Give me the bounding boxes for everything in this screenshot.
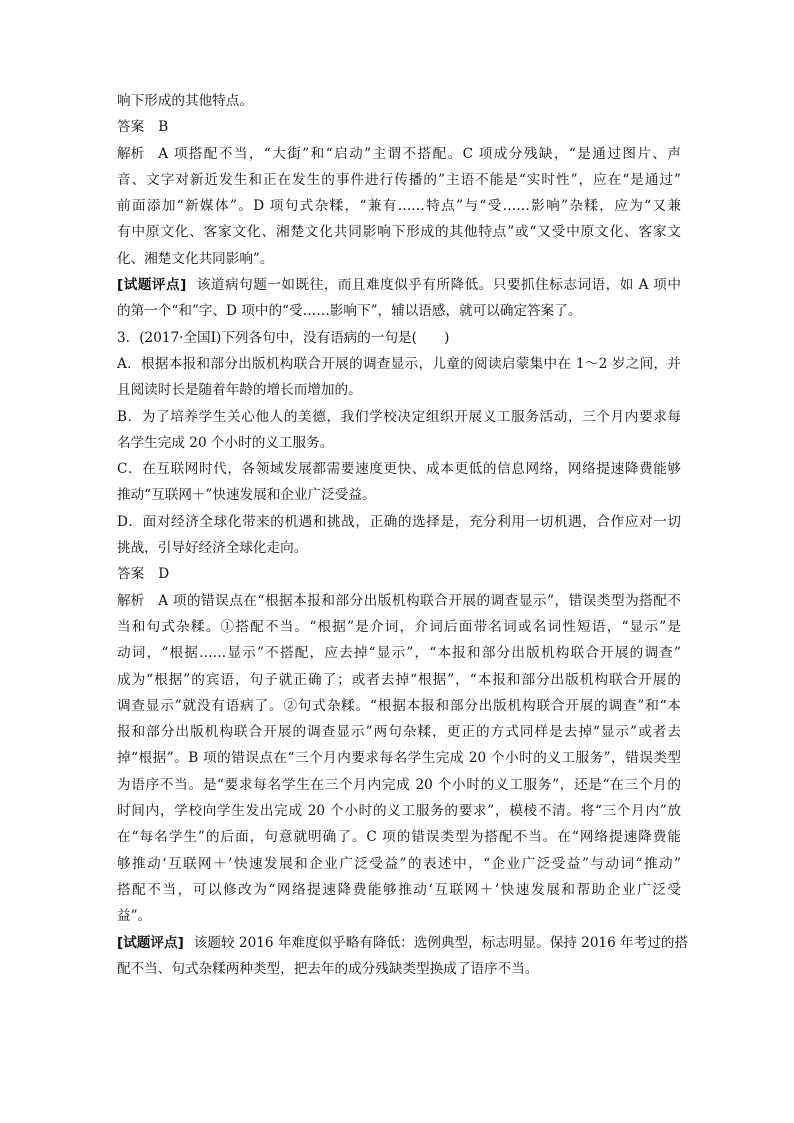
q3-analysis-line: 成为“根据”的宾语，句子就正确了；或者去掉“根据”，“本报和部分出版机构联合开展的 [117, 671, 681, 688]
q2-analysis-line: 音、文字对新近发生和正在发生的事件进行传播的”主语不能是“实时性”，应在“是通过” [117, 171, 681, 188]
q2-comment-line [117, 272, 681, 298]
analysis-text: A 项搭配不当，“大街”和“启动”主谓不搭配。C 项成分残缺，“是通过图片、声 [158, 145, 681, 162]
q3-option-line: 名学生完成 20 个小时的义工服务。 [117, 434, 334, 451]
q3-analysis-line: 够推动‘互联网＋’快速发展和企业广泛受益”的表述中，“企业广泛受益”与动词“推动” [117, 855, 681, 872]
continuation-line: 响下形成的其他特点。 [117, 93, 253, 109]
q3-answer [117, 561, 681, 587]
q3-analysis-line [117, 588, 681, 614]
q2-analysis-line [117, 141, 681, 167]
q3-analysis-line: 当和句式杂糅。①搭配不当。“根据”是介词，介词后面带名词或名词性短语，“显示”是 [117, 618, 681, 635]
answer-value: B [158, 119, 169, 136]
q3-option-line: 推动“互联网＋”快速发展和企业广泛受益。 [117, 487, 376, 504]
q2-analysis-line: 化、湘楚文化共同影响”。 [117, 250, 274, 267]
q2-analysis-line: 前面添加“新媒体”。D 项句式杂糅，“兼有……特点”与“受……影响”杂糅，应为“又兼 [117, 198, 681, 215]
q3-analysis-line: 时间内，学校向学生发出完成 20 个小时的义工服务的要求”，模棱不清。将“三个月内”放 [117, 803, 681, 820]
q3-option-line: 且阅读时长是随着年龄的增长而增加的。 [117, 382, 362, 399]
answer-value: D [158, 566, 170, 583]
q3-option-line: C．在互联网时代，各领域发展都需要速度更快、成本更低的信息网络，网络提速降费能够 [117, 461, 681, 478]
q3-analysis-line: 益”。 [117, 908, 152, 925]
comment-text: 该道病句题一如既往，而且难度似乎有所降低。只要抓住标志词语，如 A 项中 [196, 277, 681, 294]
analysis-text: A 项的错误点在“根据本报和部分出版机构联合开展的调查显示”，错误类型为搭配不 [158, 592, 681, 609]
q3-option-line: D．面对经济全球化带来的机遇和挑战，正确的选择是，充分利用一切机遇，合作应对一切 [117, 513, 681, 530]
analysis-label: 解析 [117, 145, 145, 162]
q2-answer [117, 114, 681, 140]
q2-comment-line: 的第一个“和”字、D 项中的“受……影响下”，辅以语感，就可以确定答案了。 [117, 303, 582, 320]
analysis-label: 解析 [117, 592, 145, 609]
q3-analysis-line: 动词，“根据……显示”不搭配，应去掉“显示”，“本报和部分出版机构联合开展的调查” [117, 645, 681, 662]
q3-comment-line [117, 930, 689, 956]
q3-analysis-line: 掉“根据”。B 项的错误点在“三个月内要求每名学生完成 20 个小时的义工服务”，错误类型 [117, 750, 681, 767]
q3-analysis-line: 在“每名学生”的后面，句意就明确了。C 项的错误类型为搭配不当。在“网络提速降费能 [117, 829, 681, 846]
comment-label: [试题评点] [117, 277, 187, 294]
q3-analysis-line: 报和部分出版机构联合开展的调查显示”两句杂糅，更正的方式同样是去掉“显示”或者去 [117, 724, 681, 741]
q3-option-line: B．为了培养学生关心他人的美德，我们学校决定组织开展义工服务活动，三个月内要求每 [117, 408, 681, 425]
answer-label: 答案 [117, 119, 145, 136]
q3-option-line: A．根据本报和部分出版机构联合开展的调查显示，儿童的阅读启蒙集中在 1～2 岁之间，并 [117, 355, 681, 372]
q3-analysis-line: 调查显示”就没有语病了。②句式杂糅。“根据本报和部分出版机构联合开展的调查”和“本 [117, 697, 681, 714]
q3-option-line: 挑战，引导好经济全球化走向。 [117, 540, 308, 557]
document-page [117, 88, 689, 982]
q3-comment-line: 配不当、句式杂糅两种类型，把去年的成分残缺类型换成了语序不当。 [117, 960, 539, 977]
q3-analysis-line: 为语序不当。是“要求每名学生在三个月内完成 20 个小时的义工服务”，还是“在三个月的 [117, 776, 681, 793]
q2-analysis-line: 有中原文化、客家文化、湘楚文化共同影响下形成的其他特点”或“又受中原文化、客家文 [117, 224, 681, 241]
comment-text: 该题较 2016 年难度似乎略有降低：选例典型，标志明显。保持 2016 年考过的搭 [193, 934, 689, 951]
q3-analysis-line: 搭配不当，可以修改为“网络提速降费能够推动‘互联网＋’快速发展和帮助企业广泛受 [117, 881, 681, 898]
q3-stem: 3．(2017·全国Ⅰ)下列各句中，没有语病的一句是( ) [117, 329, 450, 346]
comment-label: [试题评点] [117, 934, 184, 951]
answer-label: 答案 [117, 566, 145, 583]
